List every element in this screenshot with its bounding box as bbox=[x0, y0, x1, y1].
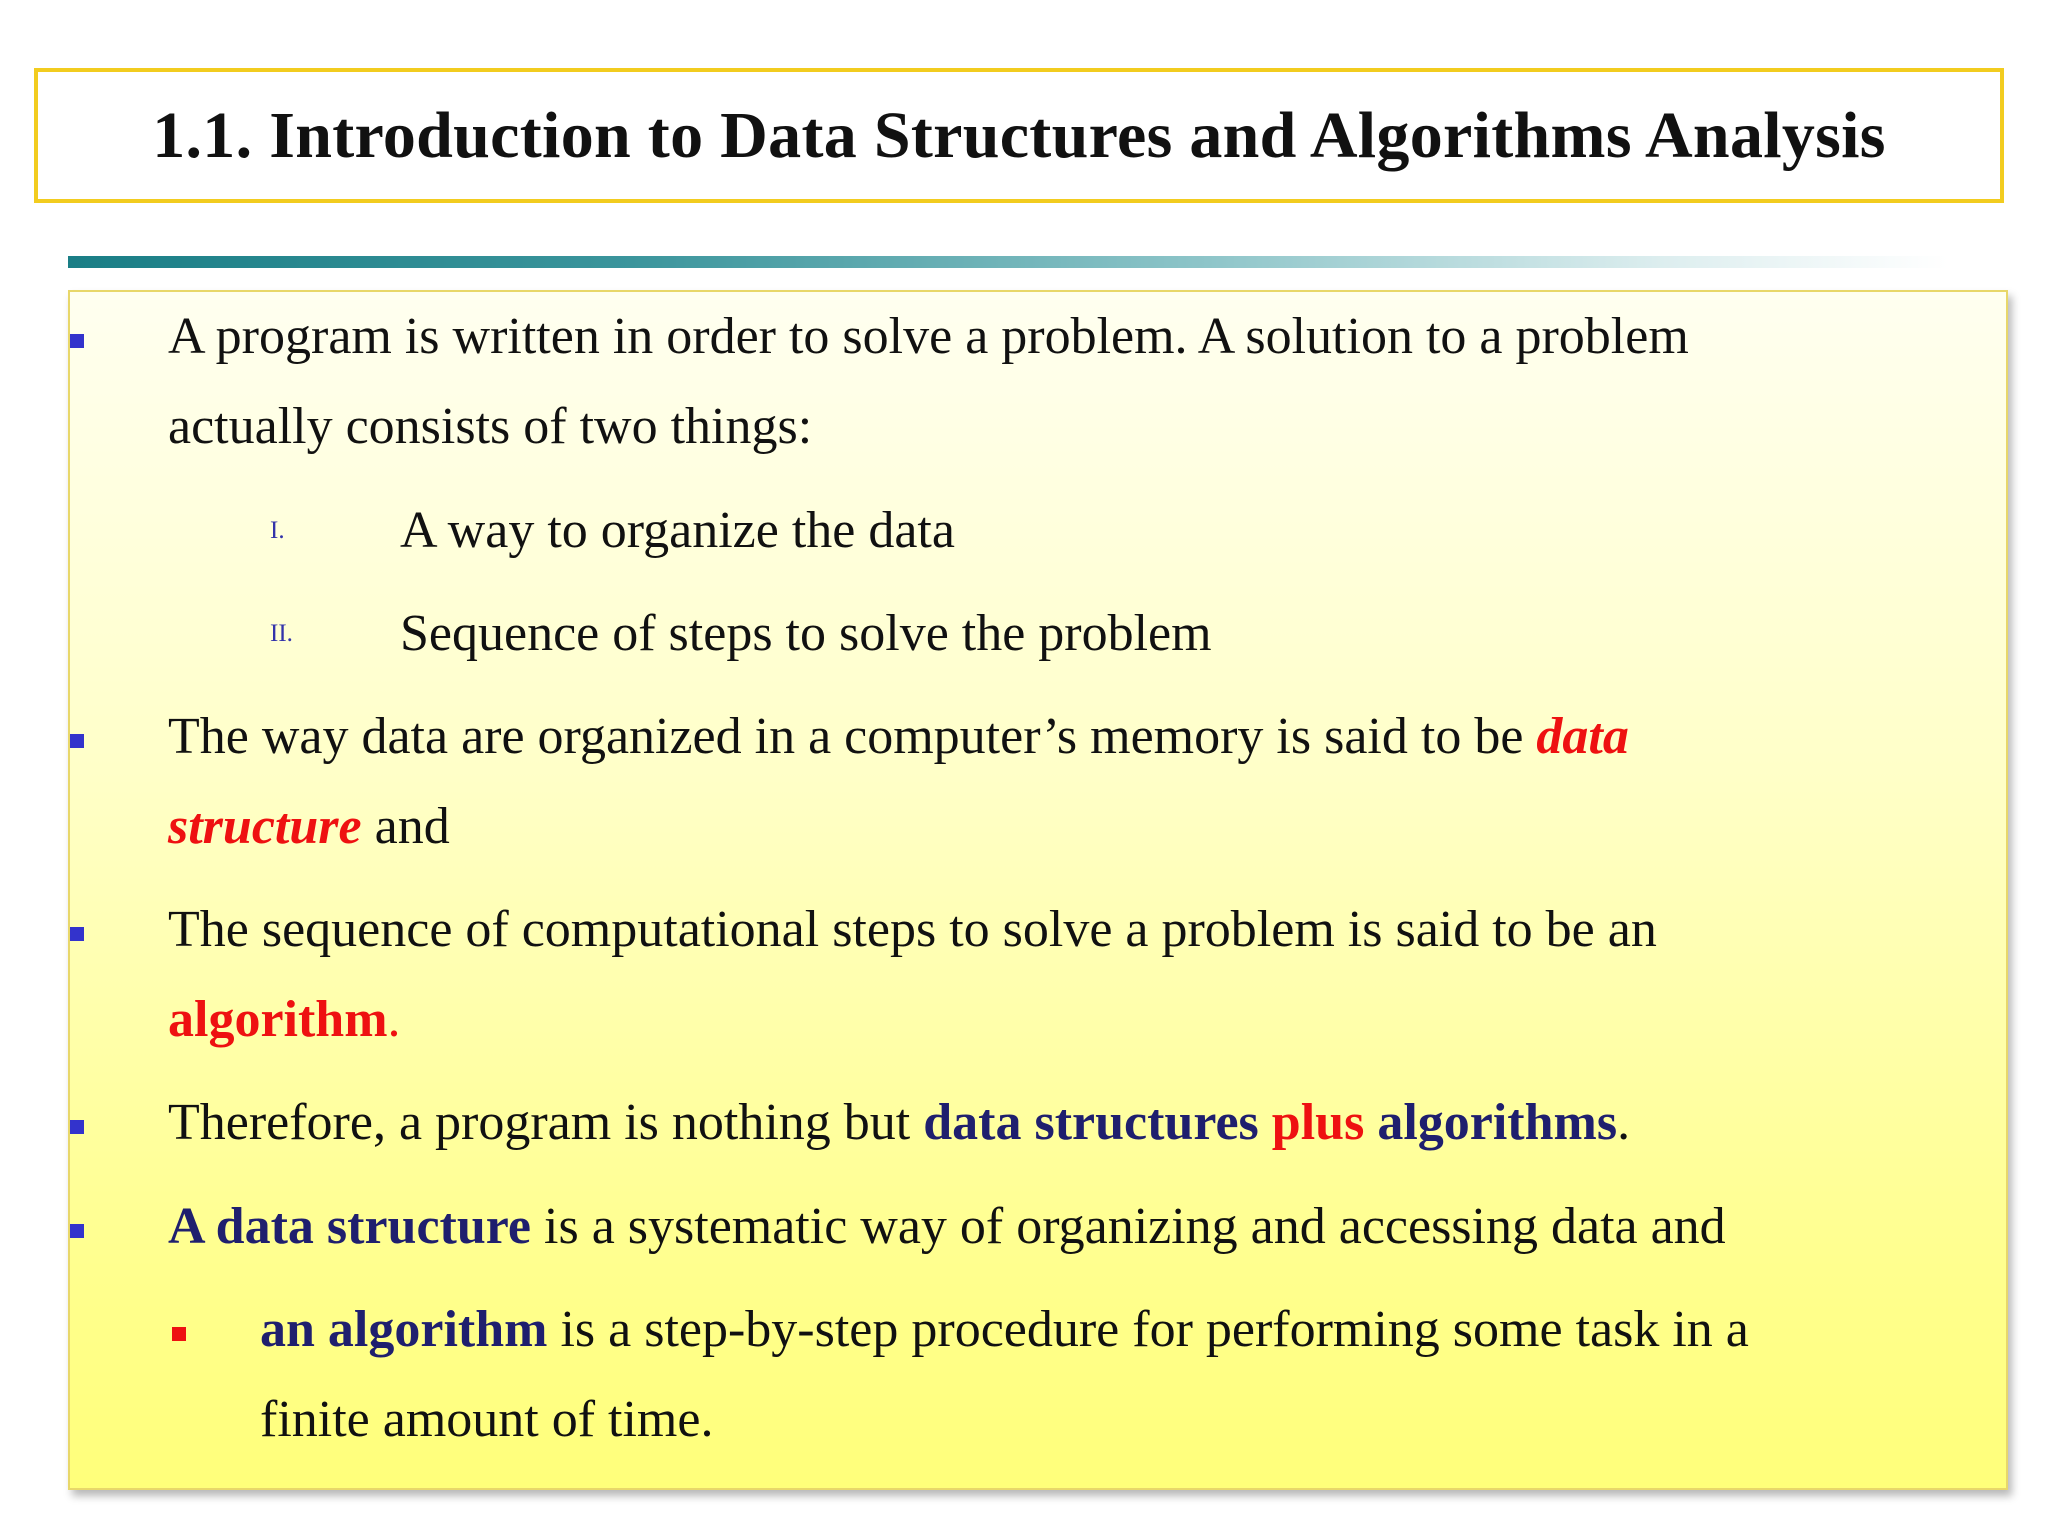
bullet-algorithm-definition bbox=[168, 885, 1948, 1065]
bullet-line bbox=[168, 975, 1948, 1065]
bullet-line: The sequence of computational steps to solve a problem is said to be an bbox=[168, 901, 1657, 958]
term-algorithm: algorithm bbox=[168, 991, 388, 1048]
term-data-structures: data structures bbox=[923, 1094, 1259, 1151]
bullet-line bbox=[168, 782, 1948, 872]
content-box bbox=[68, 290, 2008, 1490]
bullet-line: A program is written in order to solve a problem. A solution to a problem bbox=[168, 308, 1689, 365]
term-data: data bbox=[1536, 708, 1629, 765]
roman-numeral: II. bbox=[270, 620, 293, 647]
period: . bbox=[387, 991, 401, 1048]
sub-bullet-algorithm-procedure bbox=[260, 1285, 1960, 1465]
sub-item-text: A way to organize the data bbox=[400, 502, 955, 559]
term-algorithms: algorithms bbox=[1377, 1094, 1618, 1151]
bullet-text: Therefore, a program is nothing but bbox=[168, 1094, 924, 1151]
bullet-line bbox=[260, 1285, 1960, 1375]
square-bullet-icon bbox=[70, 927, 84, 941]
bullet-line bbox=[168, 692, 1948, 782]
slide-title: 1.1. Introduction to Data Structures and Algorithms Analysis bbox=[152, 98, 1886, 172]
bullet-program-solution bbox=[168, 292, 1948, 472]
term-structure: structure bbox=[168, 798, 362, 855]
bullet-line bbox=[168, 1182, 1948, 1272]
title-divider bbox=[68, 256, 1948, 268]
bullet-line: actually consists of two things: bbox=[168, 398, 813, 455]
bullet-program-equals bbox=[168, 1078, 1948, 1168]
square-sub-bullet-icon bbox=[172, 1327, 186, 1341]
sub-item-text: Sequence of steps to solve the problem bbox=[400, 605, 1212, 662]
period: . bbox=[1617, 1094, 1631, 1151]
bullet-text: is a systematic way of organizing and accessing data and bbox=[531, 1198, 1726, 1255]
bullet-text: The way data are organized in a computer’s memory is said to be bbox=[168, 708, 1537, 765]
bullet-line bbox=[168, 1078, 1948, 1168]
roman-numeral: I. bbox=[270, 517, 285, 544]
square-bullet-icon bbox=[70, 1120, 84, 1134]
square-bullet-icon bbox=[70, 734, 84, 748]
term-an-algorithm: an algorithm bbox=[260, 1301, 548, 1358]
bullet-line: finite amount of time. bbox=[260, 1391, 714, 1448]
square-bullet-icon bbox=[70, 334, 84, 348]
term-a-data-structure: A data structure bbox=[168, 1198, 532, 1255]
bullet-data-structure-definition bbox=[168, 692, 1948, 872]
bullet-text: is a step-by-step procedure for performing some task in a bbox=[547, 1301, 1749, 1358]
title-box bbox=[34, 68, 2004, 203]
bullet-text: and bbox=[361, 798, 450, 855]
term-plus: plus bbox=[1258, 1094, 1378, 1151]
square-bullet-icon bbox=[70, 1224, 84, 1238]
bullet-data-structure-systematic bbox=[168, 1182, 1948, 1272]
